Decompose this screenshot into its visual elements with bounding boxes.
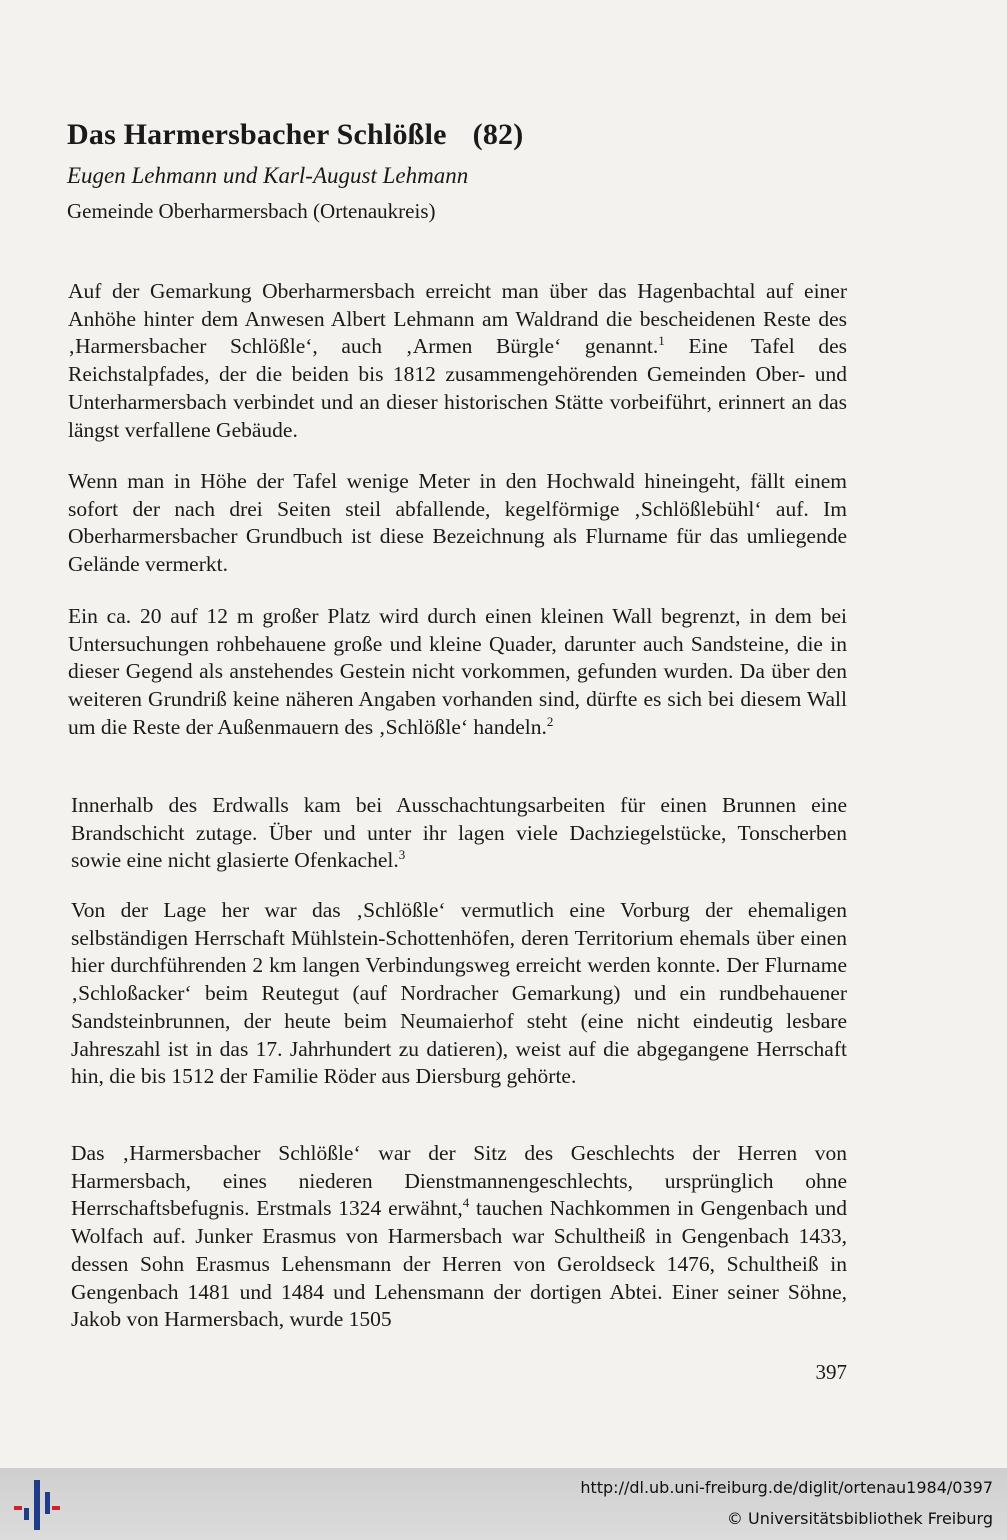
paragraph-1-text-b: Eine Tafel des Reichstalpfades, der die beiden bis 1812 zusammengehörenden Gemeinden Ober- und Unterharmersbach verbindet und an dieser historischen Stätte vorbeiführt, erinnert an das längst verfallene Gebäude.: [68, 334, 847, 442]
paragraph-3: [68, 603, 847, 742]
ub-freiburg-logo-icon: [12, 1478, 64, 1532]
paragraph-4: [71, 792, 847, 875]
article-authors: Eugen Lehmann und Karl-August Lehmann: [67, 163, 469, 188]
article-number: (82): [472, 118, 524, 151]
library-footer: [0, 1468, 1007, 1540]
paragraph-6: [71, 1140, 847, 1334]
paragraph-4-text: Innerhalb des Erdwalls kam bei Ausschachtungsarbeiten für einen Brunnen eine Brandschicht zutage. Über und unter ihr lagen viele Dachziegelstücke, Tonscherben sowie eine nicht glasierte Ofenkachel.: [71, 793, 847, 873]
paragraph-6-text-a: Das ‚Harmersbacher Schlößle‘ war der Sitz des Geschlechts der Herren von Harmersbach, eines niederen Dienstmannengeschlechts, ursprünglich ohne Herrschaftsbefugnis. Erstmals 1324 erwähnt,: [71, 1141, 847, 1221]
permalink-url[interactable]: http://dl.ub.uni-freiburg.de/diglit/ortenau1984/0397: [580, 1478, 993, 1497]
paragraph-1: [68, 278, 847, 444]
footnote-ref-2: 2: [546, 713, 554, 729]
footnote-ref-3: 3: [398, 847, 406, 863]
page-number: 397: [815, 1360, 847, 1384]
paragraph-2: Wenn man in Höhe der Tafel wenige Meter in den Hochwald hineingeht, fällt einem sofort der nach drei Seiten steil abfallende, kegelförmige ‚Schlößlebühl‘ auf. Im Oberharmersbacher Grundbuch ist diese Bezeichnung als Flurname für das umliegende Gelände vermerkt.: [68, 469, 847, 577]
paragraph-3-text: Ein ca. 20 auf 12 m großer Platz wird durch einen kleinen Wall begrenzt, in dem bei Untersuchungen rohbehauene große und kleine Quader, darunter auch Sandsteine, die in dieser Gegend als anstehendes Gestein nicht vorkommen, gefunden wurden. Da über den weiteren Grundriß keine näheren Angaben vorhanden sind, dürfte es sich bei diesem Wall um die Reste der Außenmauern des ‚Schlößle‘ handeln.: [68, 604, 847, 739]
article-municipality: Gemeinde Oberharmersbach (Ortenaukreis): [67, 199, 436, 223]
paragraph-1-text-a: Auf der Gemarkung Oberharmersbach erreicht man über das Hagenbachtal auf einer Anhöhe hinter dem Anwesen Albert Lehmann am Waldrand die bescheidenen Reste des ‚Harmersbacher Schlößle‘, auch ‚Armen Bürgle‘ genannt.: [68, 279, 847, 359]
paragraph-6-text-b: tauchen Nachkommen in Gengenbach und Wolfach auf. Junker Erasmus von Harmersbach war Schultheiß in Gengenbach 1433, dessen Sohn Erasmus Lehensmann der Herren von Geroldseck 1476, Schultheiß in Gengenbach 1481 und 1484 und Lehensmann der dortigen Abtei. Einer seiner Söhne, Jakob von Harmersbach, wurde 1505: [71, 1196, 847, 1332]
article-title-text: Das Harmersbacher Schlößle: [67, 118, 447, 151]
article-title: [67, 118, 523, 152]
footnote-ref-4: 4: [462, 1195, 470, 1211]
copyright-notice: © Universitätsbibliothek Freiburg: [726, 1509, 993, 1528]
footnote-ref-1: 1: [658, 333, 665, 349]
paragraph-5: Von der Lage her war das ‚Schlößle‘ vermutlich eine Vorburg der ehemaligen selbständigen Herrschaft Mühlstein-Schottenhöfen, deren Territorium ehemals über einen hier durchführenden 2 km langen Verbindungsweg erreicht werden konnte. Der Flurname ‚Schloßacker‘ beim Reutegut (auf Nordracher Gemarkung) und ein rundbehauener Sandsteinbrunnen, der heute beim Neumaierhof steht (eine nicht eindeutig lesbare Jahreszahl ist in das 17. Jahrhundert zu datieren), weist auf die abgegangene Herrschaft hin, die bis 1512 der Familie Röder aus Diersburg gehörte.: [71, 898, 847, 1089]
